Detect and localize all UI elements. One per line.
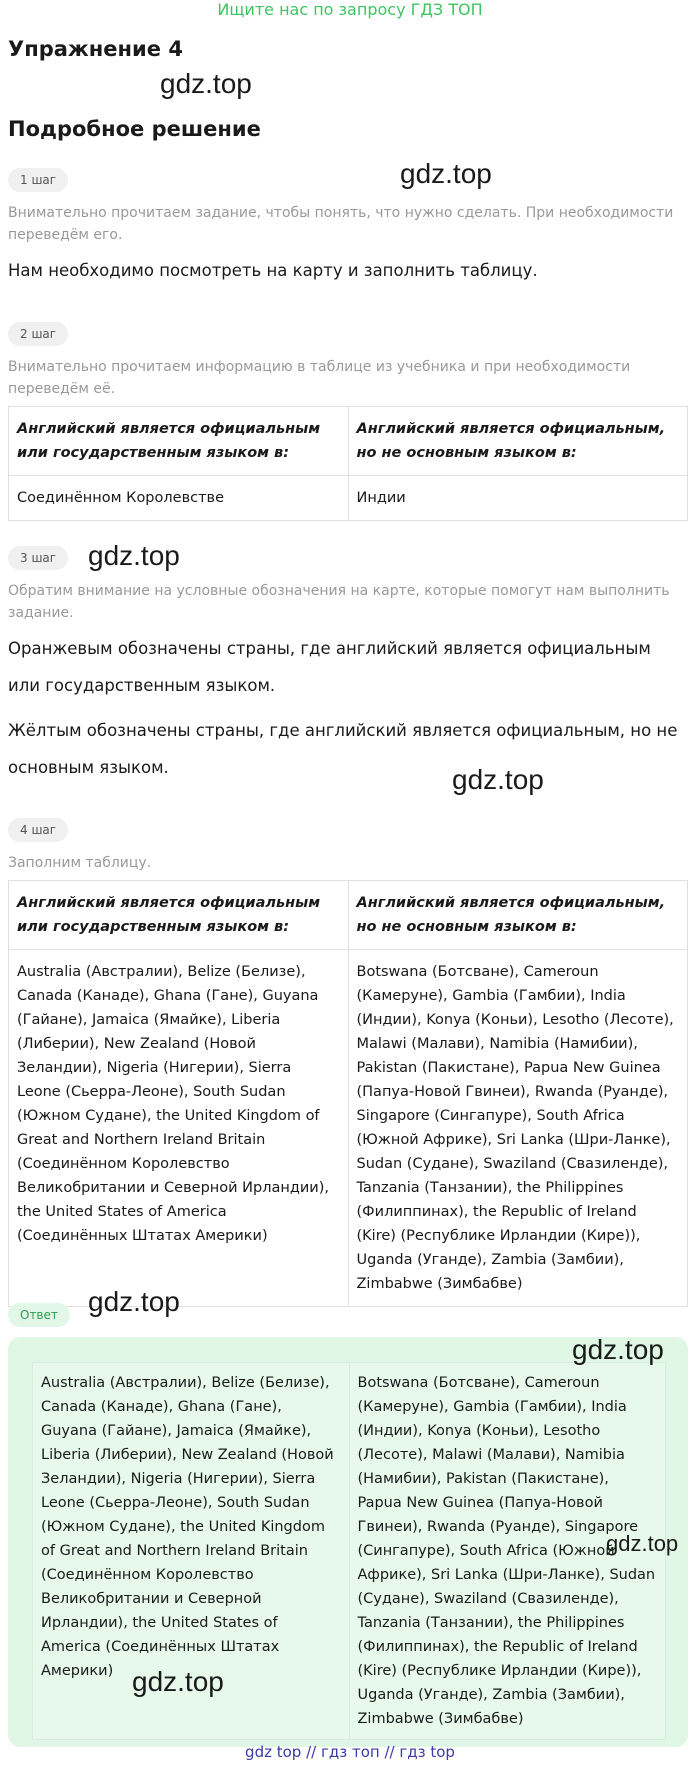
table-cell: Индии <box>348 476 688 521</box>
watermark: gdz.top <box>132 1666 224 1697</box>
step-badge: 2 шаг <box>8 322 68 346</box>
answer-table <box>32 1362 666 1740</box>
watermark: gdz.top <box>572 1334 664 1365</box>
step-hint: Внимательно прочитаем информацию в таблице из учебника и при необходимости переведём её. <box>8 359 631 397</box>
step-hint: Внимательно прочитаем задание, чтобы понять, что нужно сделать. При необходимости переведём его. <box>8 205 674 243</box>
footer-link[interactable]: гдз top <box>399 1743 455 1761</box>
step-hint: Обратим внимание на условные обозначения на карте, которые помогут нам выполнить задание. <box>8 583 670 621</box>
language-table-filled <box>8 880 688 1307</box>
step-text: Нам необходимо посмотреть на карту и заполнить таблицу. <box>8 261 538 280</box>
answer-cell-official-countries: Australia (Австралии), Belize (Белизе), Canada (Канаде), Ghana (Гане), Guyana (Гайане), Jamaica (Ямайке), Liberia (Либерии), New Zealand (Новой Зеландии), Nigeria (Нигерии), Sierra Leone (Сьерра-Леоне), South Sudan (Южном Судане), the United Kingdom of Great and Northern Ireland Britain (Соединённом Королевство Великобритании и Северной Ирландии), the United States of America (Соединённых Штатах Америки) <box>33 1363 350 1740</box>
footer-link[interactable]: гдз топ <box>320 1743 380 1761</box>
solution-title: Подробное решение <box>8 117 261 141</box>
step-text: Жёлтым обозначены страны, где английский является официальным, но не основным языком. <box>8 721 678 777</box>
table-cell-not-main-countries: Botswana (Ботсване), Cameroun (Камеруне), Gambia (Гамбии), India (Индии), Konya (Коньи), Lesotho (Лесоте), Malawi (Малави), Namibia (Намибии), Pakistan (Пакистане), Papua New Guinea (Папуа-Новой Гвинеи), Rwanda (Руанде), Singapore (Сингапуре), South Africa (Южной Африке), Sri Lanka (Шри-Ланке), Sudan (Судане), Swaziland (Свазиленде), Tanzania (Танзании), the Philippines (Филиппинах), the Republic of Ireland (Kire) (Республике Ирландии (Кире)), Uganda (Уганде), Zambia (Замбии), Zimbabwe (Зимбабве) <box>348 950 688 1307</box>
language-table-textbook <box>8 406 688 521</box>
watermark: gdz.top <box>160 68 252 99</box>
watermark: gdz.top <box>606 1531 679 1556</box>
step-hint: Заполним таблицу. <box>8 855 152 871</box>
search-banner: Ищите нас по запросу ГДЗ ТОП <box>217 0 483 19</box>
step-badge: 3 шаг <box>8 546 68 570</box>
answer-cell-not-main-countries: Botswana (Ботсване), Cameroun (Камеруне), Gambia (Гамбии), India (Индии), Konya (Коньи), Lesotho (Лесоте), Malawi (Малави), Namibia (Намибии), Pakistan (Пакистане), Papua New Guinea (Папуа-Новой Гвинеи), Rwanda (Руанде), Singapore (Сингапуре), South Africa (Южной Африке), Sri Lanka (Шри-Ланке), Sudan (Судане), Swaziland (Свазиленде), Tanzania (Танзании), the Philippines (Филиппинах), the Republic of Ireland (Kire) (Республике Ирландии (Кире)), Uganda (Уганде), Zambia (Замбии), Zimbabwe (Зимбабве) <box>349 1363 666 1740</box>
table-cell-official-countries: Australia (Австралии), Belize (Белизе), Canada (Канаде), Ghana (Гане), Guyana (Гайане), Jamaica (Ямайке), Liberia (Либерии), New Zealand (Новой Зеландии), Nigeria (Нигерии), Sierra Leone (Сьерра-Леоне), South Sudan (Южном Судане), the United Kingdom of Great and Northern Ireland Britain (Соединённом Королевство Великобритании и Северной Ирландии), the United States of America (Соединённых Штатах Америки) <box>9 950 349 1307</box>
watermark: gdz.top <box>452 764 544 795</box>
table-header-not-main: Английский является официальным, но не основным языком в: <box>348 881 688 950</box>
answer-badge: Ответ <box>8 1303 70 1327</box>
watermark: gdz.top <box>88 1286 180 1317</box>
footer-link[interactable]: gdz top <box>245 1743 302 1761</box>
step-text: Оранжевым обозначены страны, где английский является официальным или государственным языком. <box>8 639 651 695</box>
step-badge: 1 шаг <box>8 168 68 192</box>
watermark: gdz.top <box>88 540 180 571</box>
exercise-title: Упражнение 4 <box>8 37 183 61</box>
watermark: gdz.top <box>400 158 492 189</box>
table-header-not-main: Английский является официальным, но не основным языком в: <box>348 407 688 476</box>
table-header-official: Английский является официальным или государственным языком в: <box>9 881 349 950</box>
table-cell: Соединённом Королевстве <box>9 476 349 521</box>
footer-links <box>0 1742 700 1762</box>
table-header-official: Английский является официальным или государственным языком в: <box>9 407 349 476</box>
step-badge: 4 шаг <box>8 818 68 842</box>
footer-separator: // <box>384 1743 395 1761</box>
footer-separator: // <box>306 1743 317 1761</box>
